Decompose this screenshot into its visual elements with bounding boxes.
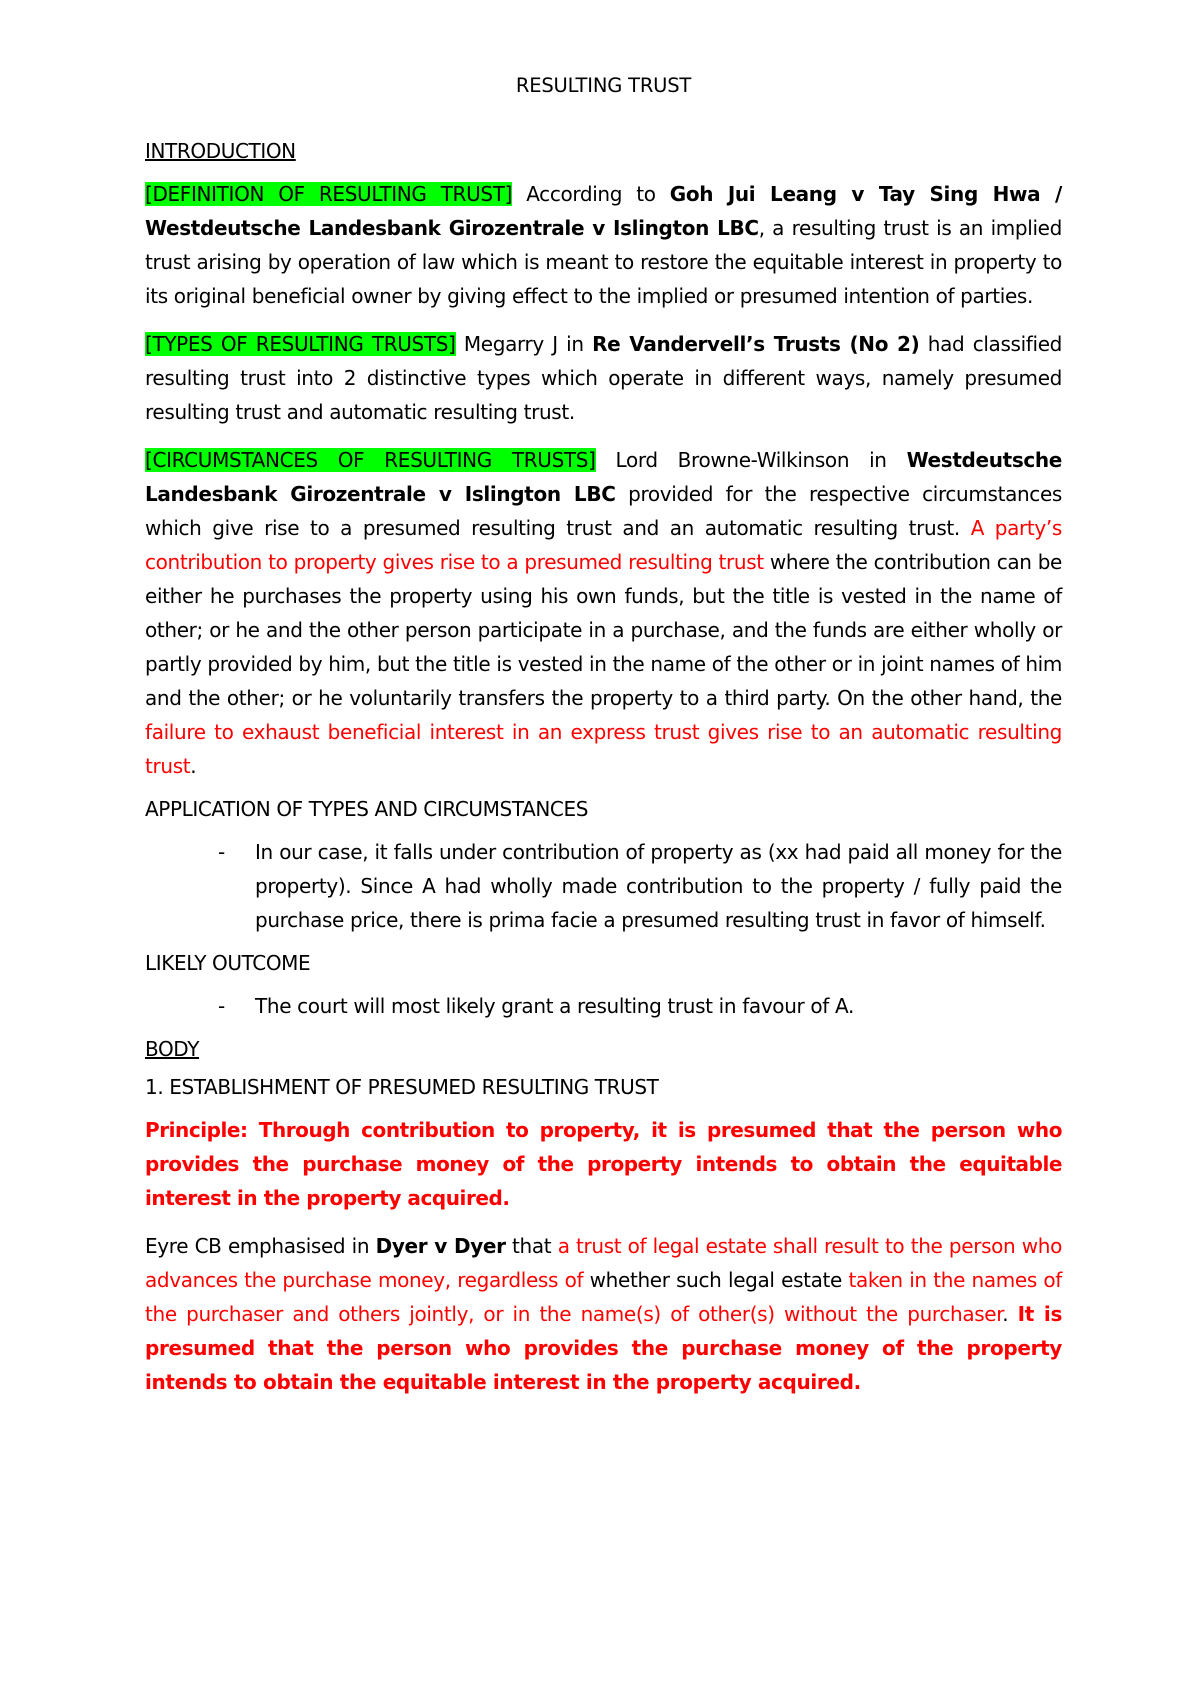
body-heading: BODY — [145, 1037, 200, 1061]
text-run: . — [1002, 1302, 1018, 1326]
case-citation: Dyer v Dyer — [375, 1234, 506, 1258]
case-citation: Goh Jui Leang v Tay Sing Hwa / Westdeutsche Landesbank Girozentrale v Islington LBC — [145, 182, 1062, 240]
text-run: According to — [512, 182, 670, 206]
text-run: . — [190, 754, 197, 778]
text-run: Lord Browne-Wilkinson in — [595, 448, 907, 472]
document-title: RESULTING TRUST — [515, 74, 692, 97]
text-run: provided for the respective circumstances which give rise to a presumed resulting trust and an automatic resulting trust. — [145, 482, 1062, 540]
red-emphasis: regardless of — [457, 1268, 584, 1292]
text-run: whether such legal estate — [583, 1268, 849, 1292]
text-run: , a resulting trust is an implied trust arising by operation of law which is meant to restore the equitable interest in property to its original beneficial owner by giving effect to the implied or presumed intention of parties. — [145, 216, 1062, 308]
types-tag: [TYPES OF RESULTING TRUSTS] — [145, 332, 456, 356]
red-emphasis: taken in the names of the purchaser and others jointly, or in the name(s) of other(s) without the purchaser — [145, 1268, 1063, 1326]
text-run: had classified resulting trust into 2 distinctive types which operate in different ways, namely presumed resulting trust and automatic resulting trust. — [145, 332, 1063, 424]
bullet-dash: - — [218, 840, 225, 864]
application-bullet — [145, 835, 1062, 937]
outcome-heading: LIKELY OUTCOME — [145, 951, 311, 975]
dyer-paragraph — [145, 1229, 1062, 1399]
bullet-dash: - — [218, 994, 225, 1018]
text-run: that — [505, 1234, 558, 1258]
introduction-heading: INTRODUCTION — [145, 139, 296, 163]
application-heading: APPLICATION OF TYPES AND CIRCUMSTANCES — [145, 797, 589, 821]
case-citation: Re Vandervell’s Trusts (No 2) — [592, 332, 920, 356]
text-run: where the contribution can be either he purchases the property using his own funds, but the title is vested in the name of other; or he and the other person participate in a purchase, and the funds are either wholly or partly provided by him, but the title is vested in the name of the other or in joint names of him and the other; or he voluntarily transfers the property to a third party. On the other hand, the — [145, 550, 1062, 710]
case-citation: Westdeutsche Landesbank Girozentrale v Islington LBC — [145, 448, 1062, 506]
outcome-bullet — [145, 989, 1062, 1023]
bullet-text: In our case, it falls under contribution of property as (xx had paid all money for the property). Since A had wholly made contribution to the property / fully paid the purchase price, there is prima facie a presumed resulting trust in favor of himself. — [255, 840, 1062, 932]
text-run: Eyre CB emphasised in — [145, 1234, 376, 1258]
circumstances-paragraph — [145, 443, 1062, 783]
definition-tag: [DEFINITION OF RESULTING TRUST] — [145, 182, 513, 206]
text-run: Megarry J in — [455, 332, 593, 356]
red-emphasis: failure to exhaust beneficial interest in an express trust gives rise to an automatic resulting trust — [145, 720, 1062, 778]
red-emphasis: a trust of legal estate shall result to the person who advances the purchase money, — [145, 1234, 1062, 1292]
definition-paragraph — [145, 177, 1062, 313]
red-emphasis: A party’s contribution to property gives rise to a presumed resulting trust — [145, 516, 1062, 574]
red-bold-emphasis: It is presumed that the person who provides the purchase money of the property intends to obtain the equitable interest in the property acquired. — [145, 1302, 1062, 1394]
section-heading: 1. ESTABLISHMENT OF PRESUMED RESULTING TRUST — [145, 1075, 659, 1099]
principle-statement: Principle: Through contribution to property, it is presumed that the person who provides the purchase money of the property intends to obtain the equitable interest in the property acquired. — [145, 1118, 1062, 1210]
circumstances-tag: [CIRCUMSTANCES OF RESULTING TRUSTS] — [145, 448, 596, 472]
types-paragraph — [145, 327, 1062, 429]
bullet-text: The court will most likely grant a resulting trust in favour of A. — [255, 994, 854, 1018]
